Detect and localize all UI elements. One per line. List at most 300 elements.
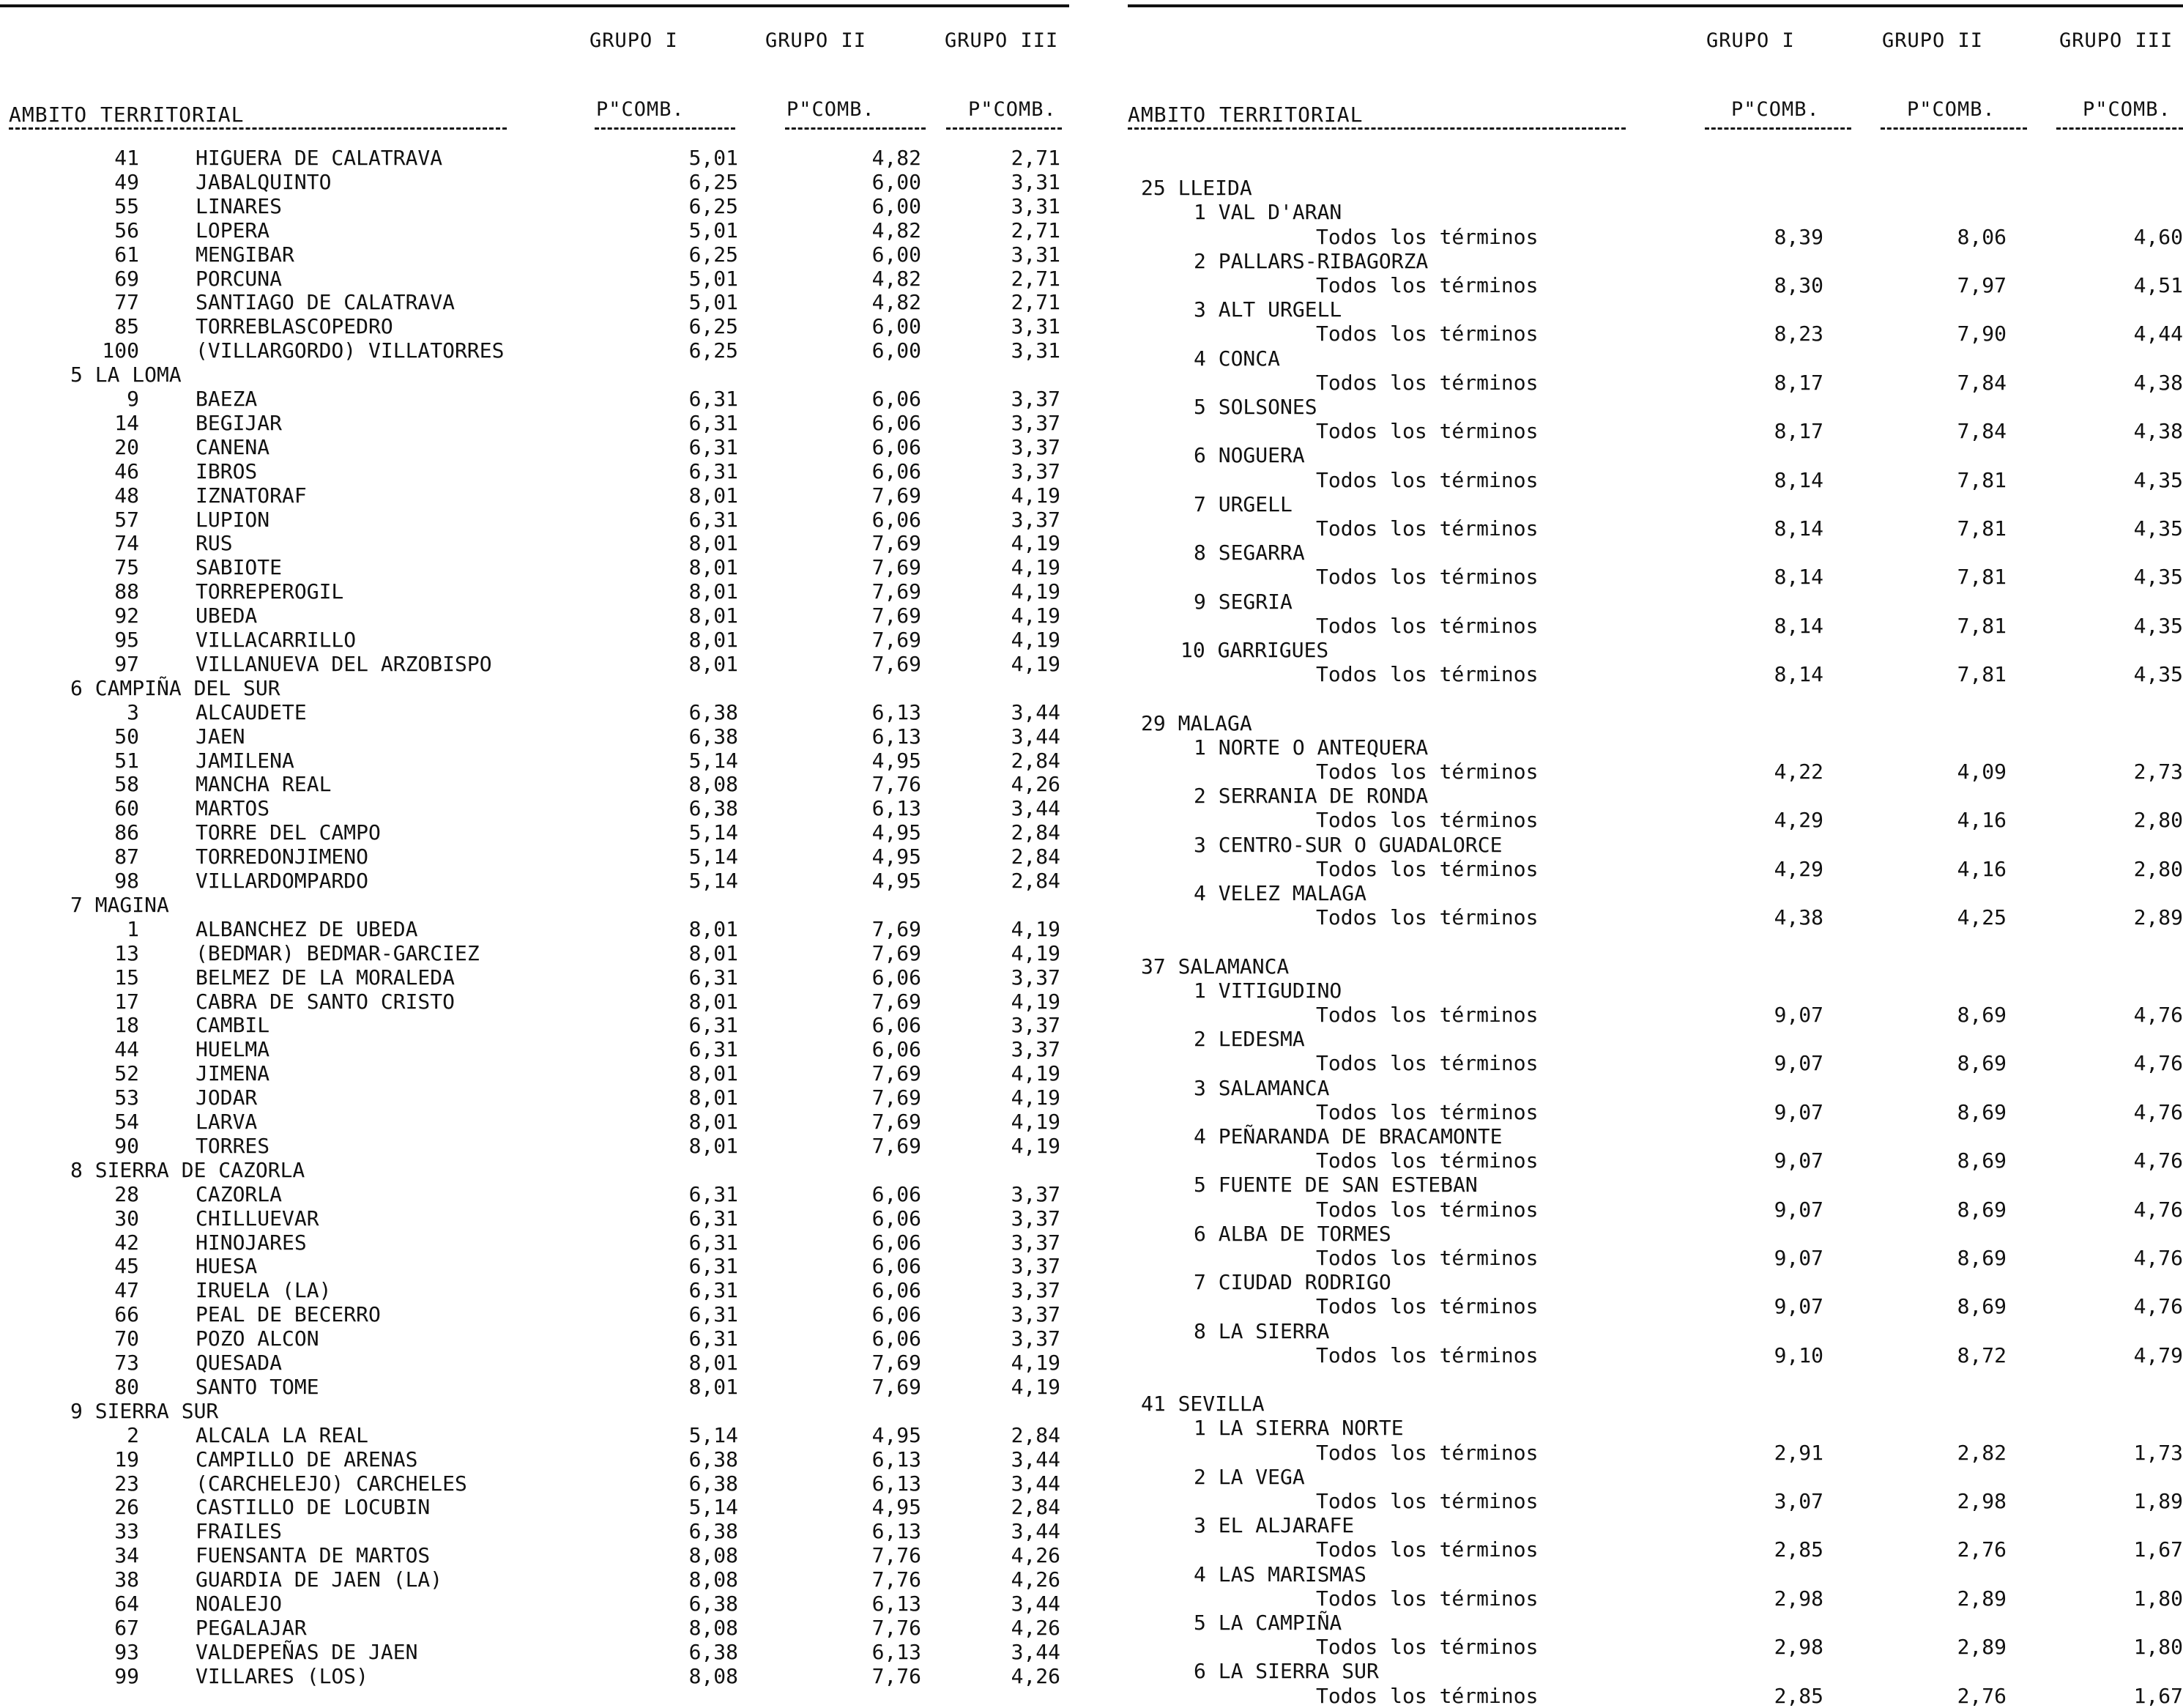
value-cell: 8,08 [688, 1663, 738, 1688]
value-cell: 6,06 [871, 1037, 921, 1062]
value-cell: 4,95 [871, 844, 921, 869]
value-cell: 2,71 [1011, 218, 1060, 242]
municipality-name: BELMEZ DE LA MORALEDA [196, 965, 455, 989]
municipality-name: (VILLARGORDO) VILLATORRES [196, 338, 505, 363]
value-cell: 3,37 [1011, 1278, 1060, 1303]
municipality-number: 44 [114, 1037, 139, 1062]
municipality-name: LUPION [196, 507, 270, 532]
group-header: GRUPO II [1882, 29, 1984, 52]
value-cell: 3,37 [1011, 1326, 1060, 1351]
value-cell: 8,69 [1957, 1197, 2007, 1222]
value-cell: 8,30 [1774, 273, 1823, 297]
value-cell: 1,89 [2133, 1489, 2183, 1513]
value-cell: 4,51 [2133, 273, 2183, 297]
value-cell: 2,84 [1011, 820, 1060, 845]
value-cell: 9,07 [1774, 1003, 1823, 1027]
todos-terminos-label: Todos los términos [1316, 1489, 1539, 1513]
group-header: GRUPO III [945, 29, 1059, 52]
municipality-number: 93 [114, 1639, 139, 1664]
comarca-label: 2 PALLARS-RIBAGORZA [1194, 248, 1429, 273]
municipality-number: 90 [114, 1133, 139, 1158]
value-cell: 4,76 [2133, 1003, 2183, 1027]
province-label: 41 SEVILLA [1141, 1392, 1265, 1416]
comarca-label: 7 URGELL [1194, 491, 1293, 516]
value-cell: 4,19 [1011, 1374, 1060, 1399]
municipality-number: 34 [114, 1543, 139, 1568]
value-cell: 4,82 [871, 290, 921, 315]
value-cell: 5,14 [688, 1422, 738, 1447]
value-cell: 8,69 [1957, 1051, 2007, 1076]
todos-terminos-label: Todos los términos [1316, 370, 1539, 395]
value-cell: 2,71 [1011, 146, 1060, 170]
value-cell: 8,14 [1774, 516, 1823, 541]
municipality-name: VILLACARRILLO [196, 628, 357, 652]
value-cell: 8,23 [1774, 322, 1823, 346]
municipality-name: IZNATORAF [196, 483, 307, 508]
value-cell: 6,06 [871, 1013, 921, 1038]
header-rule [2056, 127, 2183, 130]
value-cell: 8,06 [1957, 224, 2007, 249]
value-cell: 9,07 [1774, 1099, 1823, 1124]
value-cell: 4,38 [1774, 905, 1823, 930]
municipality-name: PEAL DE BECERRO [196, 1302, 381, 1327]
group-header: GRUPO I [1706, 29, 1795, 52]
comarca-label: 4 VELEZ MALAGA [1194, 881, 1367, 905]
pcomb-header: P"COMB. [786, 98, 875, 121]
province-label: 25 LLEIDA [1141, 176, 1252, 201]
value-cell: 6,25 [688, 193, 738, 218]
value-cell: 4,76 [2133, 1099, 2183, 1124]
municipality-number: 28 [114, 1181, 139, 1206]
comarca-label: 1 LA SIERRA NORTE [1194, 1416, 1404, 1441]
todos-terminos-label: Todos los términos [1316, 1635, 1539, 1660]
comarca-label: 3 EL ALJARAFE [1194, 1513, 1355, 1538]
comarca-label: 5 SOLSONES [1194, 395, 1317, 419]
comarca-label: 8 LA SIERRA [1194, 1318, 1330, 1343]
value-cell: 6,06 [871, 1206, 921, 1230]
value-cell: 9,07 [1774, 1051, 1823, 1076]
ambito-header: AMBITO TERRITORIAL [1128, 103, 1364, 127]
municipality-number: 86 [114, 820, 139, 845]
comarca-label: 1 VAL D'ARAN [1194, 200, 1342, 225]
municipality-name: CASTILLO DE LOCUBIN [196, 1495, 431, 1520]
todos-terminos-label: Todos los términos [1316, 1343, 1539, 1367]
value-cell: 7,69 [871, 531, 921, 556]
pcomb-header: P"COMB. [2083, 98, 2171, 121]
value-cell: 6,00 [871, 193, 921, 218]
value-cell: 7,76 [871, 1663, 921, 1688]
region-label: 6 CAMPIÑA DEL SUR [70, 675, 280, 700]
value-cell: 6,25 [688, 338, 738, 363]
value-cell: 6,06 [871, 965, 921, 989]
value-cell: 4,76 [2133, 1148, 2183, 1173]
value-cell: 2,85 [1774, 1683, 1823, 1708]
municipality-name: ALCALA LA REAL [196, 1422, 369, 1447]
municipality-name: CANENA [196, 434, 270, 459]
municipality-number: 1 [127, 916, 139, 941]
value-cell: 4,35 [2133, 565, 2183, 590]
value-cell: 8,01 [688, 916, 738, 941]
value-cell: 8,01 [688, 579, 738, 604]
value-cell: 4,16 [1957, 856, 2007, 881]
municipality-name: NOALEJO [196, 1592, 283, 1616]
value-cell: 4,19 [1011, 916, 1060, 941]
value-cell: 4,19 [1011, 989, 1060, 1014]
value-cell: 1,67 [2133, 1683, 2183, 1708]
value-cell: 6,31 [688, 434, 738, 459]
value-cell: 8,69 [1957, 1148, 2007, 1173]
value-cell: 4,29 [1774, 856, 1823, 881]
municipality-name: IBROS [196, 458, 258, 483]
left-column [0, 0, 1069, 1694]
top-rule [0, 4, 1069, 7]
municipality-number: 69 [114, 266, 139, 291]
value-cell: 8,08 [688, 1615, 738, 1640]
value-cell: 3,31 [1011, 242, 1060, 267]
value-cell: 6,31 [688, 1278, 738, 1303]
municipality-number: 55 [114, 193, 139, 218]
value-cell: 3,37 [1011, 1302, 1060, 1327]
value-cell: 6,38 [688, 1447, 738, 1471]
group-header: GRUPO I [590, 29, 678, 52]
value-cell: 7,69 [871, 651, 921, 676]
value-cell: 6,25 [688, 169, 738, 194]
value-cell: 2,76 [1957, 1683, 2007, 1708]
pcomb-header: P"COMB. [1907, 98, 1996, 121]
value-cell: 6,06 [871, 1181, 921, 1206]
municipality-name: SABIOTE [196, 555, 283, 580]
region-label: 9 SIERRA SUR [70, 1398, 219, 1423]
value-cell: 9,10 [1774, 1343, 1823, 1367]
value-cell: 4,60 [2133, 224, 2183, 249]
municipality-number: 41 [114, 146, 139, 170]
municipality-name: PEGALAJAR [196, 1615, 307, 1640]
value-cell: 4,16 [1957, 808, 2007, 833]
value-cell: 4,95 [871, 1422, 921, 1447]
value-cell: 6,06 [871, 1278, 921, 1303]
municipality-number: 92 [114, 604, 139, 628]
value-cell: 6,13 [871, 724, 921, 749]
todos-terminos-label: Todos los términos [1316, 1683, 1539, 1708]
municipality-name: VILLANUEVA DEL ARZOBISPO [196, 651, 492, 676]
comarca-label: 7 CIUDAD RODRIGO [1194, 1270, 1391, 1295]
value-cell: 8,14 [1774, 662, 1823, 687]
value-cell: 5,01 [688, 146, 738, 170]
pcomb-header: P"COMB. [596, 98, 685, 121]
value-cell: 6,06 [871, 410, 921, 435]
todos-terminos-label: Todos los términos [1316, 419, 1539, 444]
value-cell: 4,19 [1011, 628, 1060, 652]
value-cell: 6,31 [688, 1254, 738, 1279]
value-cell: 7,69 [871, 1085, 921, 1110]
value-cell: 6,31 [688, 410, 738, 435]
comarca-label: 3 ALT URGELL [1194, 297, 1342, 322]
municipality-name: LINARES [196, 193, 283, 218]
region-label: 7 MAGINA [70, 892, 169, 917]
municipality-name: JODAR [196, 1085, 258, 1110]
value-cell: 3,44 [1011, 1471, 1060, 1496]
todos-terminos-label: Todos los términos [1316, 565, 1539, 590]
value-cell: 6,38 [688, 1639, 738, 1664]
value-cell: 3,07 [1774, 1489, 1823, 1513]
todos-terminos-label: Todos los términos [1316, 467, 1539, 492]
value-cell: 6,06 [871, 507, 921, 532]
municipality-number: 14 [114, 410, 139, 435]
municipality-number: 70 [114, 1326, 139, 1351]
value-cell: 5,01 [688, 290, 738, 315]
value-cell: 4,76 [2133, 1246, 2183, 1270]
municipality-name: TORREBLASCOPEDRO [196, 314, 393, 339]
value-cell: 2,98 [1957, 1489, 2007, 1513]
todos-terminos-label: Todos los términos [1316, 1294, 1539, 1319]
group-header: GRUPO III [2059, 29, 2173, 52]
value-cell: 6,13 [871, 1519, 921, 1544]
value-cell: 4,26 [1011, 772, 1060, 797]
value-cell: 6,31 [688, 1037, 738, 1062]
value-cell: 6,13 [871, 1639, 921, 1664]
todos-terminos-label: Todos los términos [1316, 1051, 1539, 1076]
value-cell: 6,31 [688, 1326, 738, 1351]
value-cell: 6,31 [688, 1013, 738, 1038]
value-cell: 4,76 [2133, 1197, 2183, 1222]
municipality-number: 53 [114, 1085, 139, 1110]
comarca-label: 2 LA VEGA [1194, 1464, 1305, 1489]
municipality-number: 2 [127, 1422, 139, 1447]
value-cell: 8,01 [688, 1110, 738, 1134]
value-cell: 3,44 [1011, 796, 1060, 821]
value-cell: 4,82 [871, 146, 921, 170]
municipality-name: PORCUNA [196, 266, 283, 291]
municipality-number: 19 [114, 1447, 139, 1471]
municipality-name: CABRA DE SANTO CRISTO [196, 989, 455, 1014]
municipality-number: 38 [114, 1567, 139, 1592]
value-cell: 3,44 [1011, 724, 1060, 749]
municipality-name: CAMBIL [196, 1013, 270, 1038]
value-cell: 6,31 [688, 507, 738, 532]
group-header: GRUPO II [765, 29, 867, 52]
value-cell: 6,13 [871, 796, 921, 821]
value-cell: 6,25 [688, 314, 738, 339]
header-rule [1705, 127, 1851, 130]
value-cell: 7,84 [1957, 419, 2007, 444]
value-cell: 7,76 [871, 772, 921, 797]
value-cell: 2,80 [2133, 808, 2183, 833]
comarca-label: 2 LEDESMA [1194, 1027, 1305, 1052]
value-cell: 5,14 [688, 1495, 738, 1520]
value-cell: 6,38 [688, 1592, 738, 1616]
value-cell: 4,19 [1011, 1351, 1060, 1375]
municipality-number: 42 [114, 1230, 139, 1255]
todos-terminos-label: Todos los términos [1316, 1440, 1539, 1465]
municipality-number: 45 [114, 1254, 139, 1279]
value-cell: 8,01 [688, 1133, 738, 1158]
value-cell: 8,01 [688, 531, 738, 556]
todos-terminos-label: Todos los términos [1316, 613, 1539, 638]
value-cell: 8,69 [1957, 1246, 2007, 1270]
value-cell: 7,97 [1957, 273, 2007, 297]
value-cell: 3,37 [1011, 1206, 1060, 1230]
value-cell: 7,69 [871, 1061, 921, 1086]
todos-terminos-label: Todos los términos [1316, 905, 1539, 930]
value-cell: 6,31 [688, 1230, 738, 1255]
value-cell: 4,79 [2133, 1343, 2183, 1367]
value-cell: 3,37 [1011, 458, 1060, 483]
municipality-name: TORRES [196, 1133, 270, 1158]
municipality-name: UBEDA [196, 604, 258, 628]
region-label: 8 SIERRA DE CAZORLA [70, 1157, 305, 1182]
value-cell: 6,13 [871, 1447, 921, 1471]
value-cell: 6,00 [871, 242, 921, 267]
value-cell: 2,84 [1011, 1422, 1060, 1447]
comarca-label: 1 NORTE O ANTEQUERA [1194, 735, 1429, 760]
value-cell: 3,44 [1011, 1592, 1060, 1616]
value-cell: 6,13 [871, 1471, 921, 1496]
value-cell: 2,71 [1011, 266, 1060, 291]
municipality-number: 85 [114, 314, 139, 339]
value-cell: 8,08 [688, 1543, 738, 1568]
value-cell: 2,84 [1011, 748, 1060, 773]
value-cell: 7,69 [871, 989, 921, 1014]
todos-terminos-label: Todos los términos [1316, 273, 1539, 297]
value-cell: 6,13 [871, 1592, 921, 1616]
value-cell: 8,39 [1774, 224, 1823, 249]
comarca-label: 5 LA CAMPIÑA [1194, 1611, 1342, 1635]
value-cell: 6,06 [871, 1302, 921, 1327]
municipality-name: GUARDIA DE JAEN (LA) [196, 1567, 443, 1592]
municipality-number: 57 [114, 507, 139, 532]
value-cell: 5,14 [688, 748, 738, 773]
comarca-label: 6 ALBA DE TORMES [1194, 1221, 1391, 1246]
value-cell: 4,82 [871, 218, 921, 242]
municipality-number: 64 [114, 1592, 139, 1616]
municipality-name: CAMPILLO DE ARENAS [196, 1447, 418, 1471]
todos-terminos-label: Todos los términos [1316, 760, 1539, 784]
value-cell: 6,38 [688, 724, 738, 749]
municipality-number: 60 [114, 796, 139, 821]
municipality-number: 33 [114, 1519, 139, 1544]
value-cell: 8,69 [1957, 1099, 2007, 1124]
value-cell: 6,38 [688, 1471, 738, 1496]
municipality-name: JABALQUINTO [196, 169, 332, 194]
comarca-label: 1 VITIGUDINO [1194, 978, 1342, 1003]
municipality-name: SANTO TOME [196, 1374, 319, 1399]
municipality-number: 67 [114, 1615, 139, 1640]
header-rule [9, 127, 507, 130]
comarca-label: 2 SERRANIA DE RONDA [1194, 784, 1429, 809]
value-cell: 4,26 [1011, 1615, 1060, 1640]
value-cell: 6,06 [871, 387, 921, 411]
value-cell: 6,06 [871, 1254, 921, 1279]
value-cell: 3,31 [1011, 169, 1060, 194]
value-cell: 6,31 [688, 458, 738, 483]
value-cell: 5,01 [688, 266, 738, 291]
municipality-number: 66 [114, 1302, 139, 1327]
value-cell: 4,26 [1011, 1567, 1060, 1592]
value-cell: 7,69 [871, 579, 921, 604]
municipality-number: 13 [114, 940, 139, 965]
municipality-number: 58 [114, 772, 139, 797]
municipality-number: 77 [114, 290, 139, 315]
value-cell: 6,31 [688, 1302, 738, 1327]
municipality-number: 52 [114, 1061, 139, 1086]
value-cell: 3,44 [1011, 1639, 1060, 1664]
municipality-number: 15 [114, 965, 139, 989]
header-rule [785, 127, 926, 130]
value-cell: 2,85 [1774, 1537, 1823, 1562]
value-cell: 1,80 [2133, 1635, 2183, 1660]
municipality-name: FUENSANTA DE MARTOS [196, 1543, 431, 1568]
value-cell: 6,00 [871, 169, 921, 194]
value-cell: 6,38 [688, 699, 738, 724]
todos-terminos-label: Todos los términos [1316, 1003, 1539, 1027]
value-cell: 4,19 [1011, 579, 1060, 604]
municipality-number: 18 [114, 1013, 139, 1038]
value-cell: 9,07 [1774, 1246, 1823, 1270]
municipality-number: 48 [114, 483, 139, 508]
value-cell: 1,80 [2133, 1586, 2183, 1611]
comarca-label: 3 SALAMANCA [1194, 1075, 1330, 1100]
value-cell: 5,14 [688, 844, 738, 869]
value-cell: 2,98 [1774, 1586, 1823, 1611]
value-cell: 6,06 [871, 458, 921, 483]
value-cell: 6,06 [871, 434, 921, 459]
todos-terminos-label: Todos los términos [1316, 1099, 1539, 1124]
value-cell: 7,69 [871, 1351, 921, 1375]
value-cell: 5,01 [688, 218, 738, 242]
value-cell: 2,84 [1011, 844, 1060, 869]
value-cell: 7,76 [871, 1567, 921, 1592]
municipality-name: (BEDMAR) BEDMAR-GARCIEZ [196, 940, 480, 965]
value-cell: 3,37 [1011, 507, 1060, 532]
value-cell: 7,69 [871, 1374, 921, 1399]
municipality-name: QUESADA [196, 1351, 283, 1375]
value-cell: 8,01 [688, 1085, 738, 1110]
value-cell: 8,17 [1774, 370, 1823, 395]
value-cell: 4,35 [2133, 516, 2183, 541]
municipality-number: 100 [102, 338, 139, 363]
pcomb-header: P"COMB. [968, 98, 1057, 121]
value-cell: 8,69 [1957, 1003, 2007, 1027]
value-cell: 2,89 [2133, 905, 2183, 930]
value-cell: 8,01 [688, 1351, 738, 1375]
municipality-name: ALBANCHEZ DE UBEDA [196, 916, 418, 941]
municipality-name: JAMILENA [196, 748, 294, 773]
value-cell: 7,69 [871, 1133, 921, 1158]
municipality-name: MENGIBAR [196, 242, 294, 267]
municipality-number: 54 [114, 1110, 139, 1134]
value-cell: 8,01 [688, 989, 738, 1014]
value-cell: 4,35 [2133, 613, 2183, 638]
header-rule [946, 127, 1062, 130]
value-cell: 8,01 [688, 1061, 738, 1086]
value-cell: 8,01 [688, 628, 738, 652]
value-cell: 8,69 [1957, 1294, 2007, 1319]
value-cell: 7,69 [871, 1110, 921, 1134]
municipality-number: 30 [114, 1206, 139, 1230]
municipality-number: 56 [114, 218, 139, 242]
value-cell: 6,38 [688, 1519, 738, 1544]
value-cell: 7,81 [1957, 613, 2007, 638]
municipality-number: 49 [114, 169, 139, 194]
value-cell: 4,25 [1957, 905, 2007, 930]
value-cell: 8,14 [1774, 565, 1823, 590]
municipality-name: VILLARES (LOS) [196, 1663, 369, 1688]
value-cell: 4,19 [1011, 483, 1060, 508]
municipality-name: POZO ALCON [196, 1326, 319, 1351]
value-cell: 7,69 [871, 483, 921, 508]
municipality-number: 95 [114, 628, 139, 652]
comarca-label: 8 SEGARRA [1194, 541, 1305, 565]
